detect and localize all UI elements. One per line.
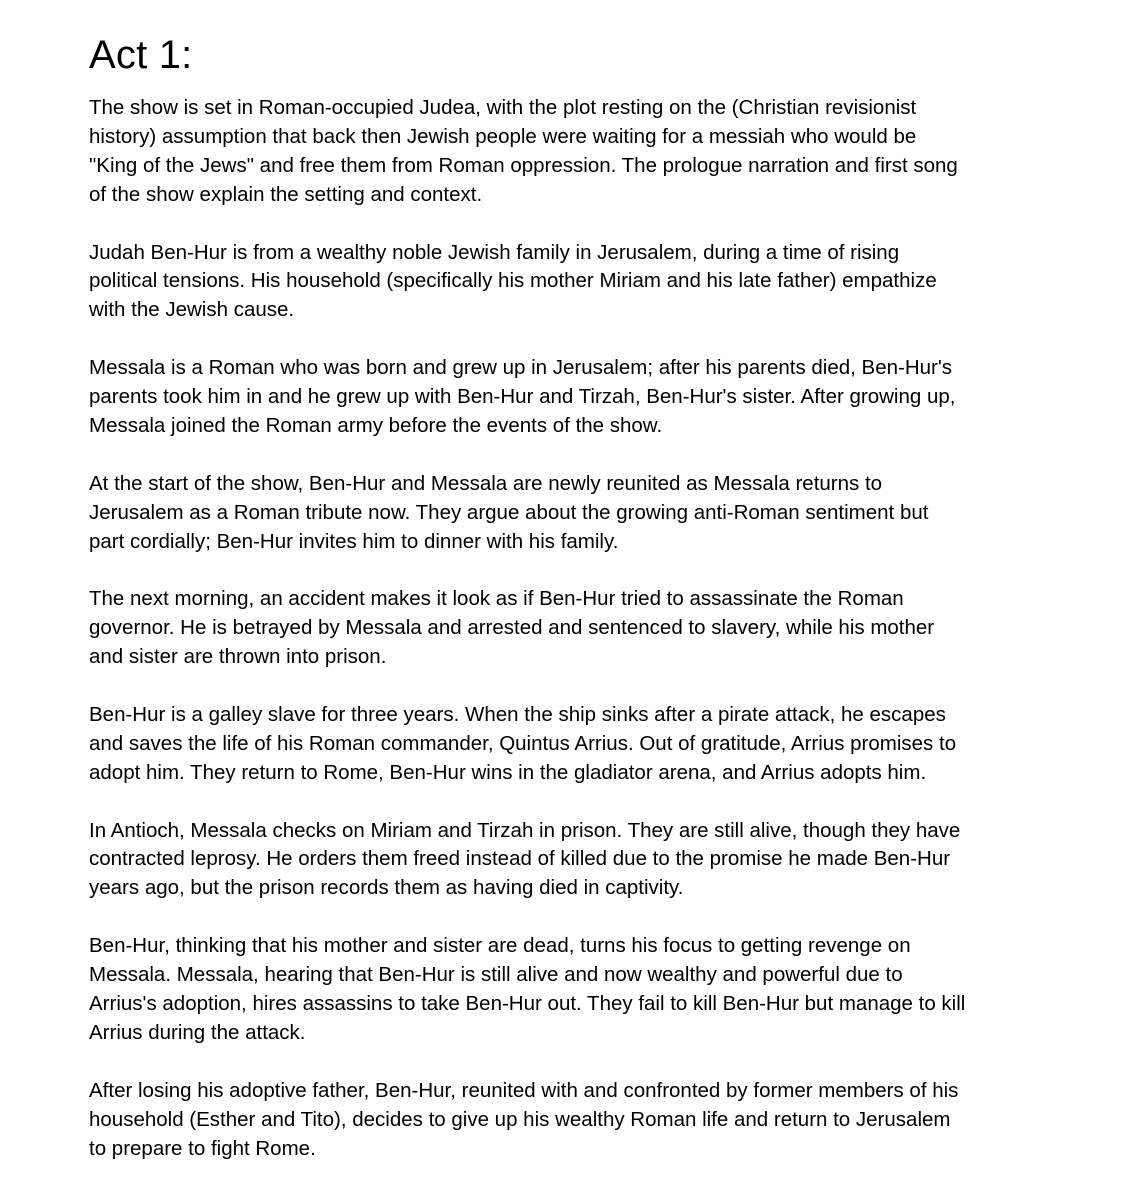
document-page <box>89 30 1019 1192</box>
paragraph-betrayal: The next morning, an accident makes it look as if Ben-Hur tried to assassinate the Roman governor. He is betrayed by Messala and arrested and sentenced to slavery, while his mother and sister are thrown into prison. <box>89 587 935 669</box>
paragraph-return: After losing his adoptive father, Ben-Hur, reunited with and confronted by former members of his household (Esther and Tito), decides to give up his wealthy Roman life and return to Jerusalem to prepare to fight Rome. <box>89 1078 959 1160</box>
paragraph-judah: Judah Ben-Hur is from a wealthy noble Jewish family in Jerusalem, during a time of rising political tensions. His household (specifically his mother Miriam and his late father) empathize with the Jewish cause. <box>89 240 937 322</box>
paragraph-galley: Ben-Hur is a galley slave for three years. When the ship sinks after a pirate attack, he escapes and saves the life of his Roman commander, Quintus Arrius. Out of gratitude, Arrius promises to adopt him. They return to Rome, Ben-Hur wins in the gladiator arena, and Arrius adopts him. <box>89 702 957 784</box>
paragraph-revenge: Ben-Hur, thinking that his mother and sister are dead, turns his focus to getting revenge on Messala. Messala, hearing that Ben-Hur is still alive and now wealthy and powerful due to Arrius's adoption, hires assassins to take Ben-Hur out. They fail to kill Ben-Hur but manage to kill Arrius during the attack. <box>89 934 966 1044</box>
paragraph-reunion: At the start of the show, Ben-Hur and Messala are newly reunited as Messala returns to Jerusalem as a Roman tribute now. They argue about the growing anti-Roman sentiment but part cordially; Ben-Hur invites him to dinner with his family. <box>89 471 929 553</box>
paragraph-antioch: In Antioch, Messala checks on Miriam and Tirzah in prison. They are still alive, though they have contracted leprosy. He orders them freed instead of killed due to the promise he made Ben-Hur years ago, but the prison records them as having died in captivity. <box>89 818 961 900</box>
page-title: Act 1: <box>89 33 193 77</box>
paragraph-messala: Messala is a Roman who was born and grew up in Jerusalem; after his parents died, Ben-Hur's parents took him in and he grew up with Ben-Hur and Tirzah, Ben-Hur's sister. After growing up, Messala joined the Roman army before the events of the show. <box>89 356 956 437</box>
paragraph-setting: The show is set in Roman-occupied Judea, with the plot resting on the (Christian revisionist history) assumption that back then Jewish people were waiting for a messiah who would be "King of the Jews" and free them from Roman oppression. The prologue narration and first song of the show explain the setting and context. <box>89 96 958 206</box>
